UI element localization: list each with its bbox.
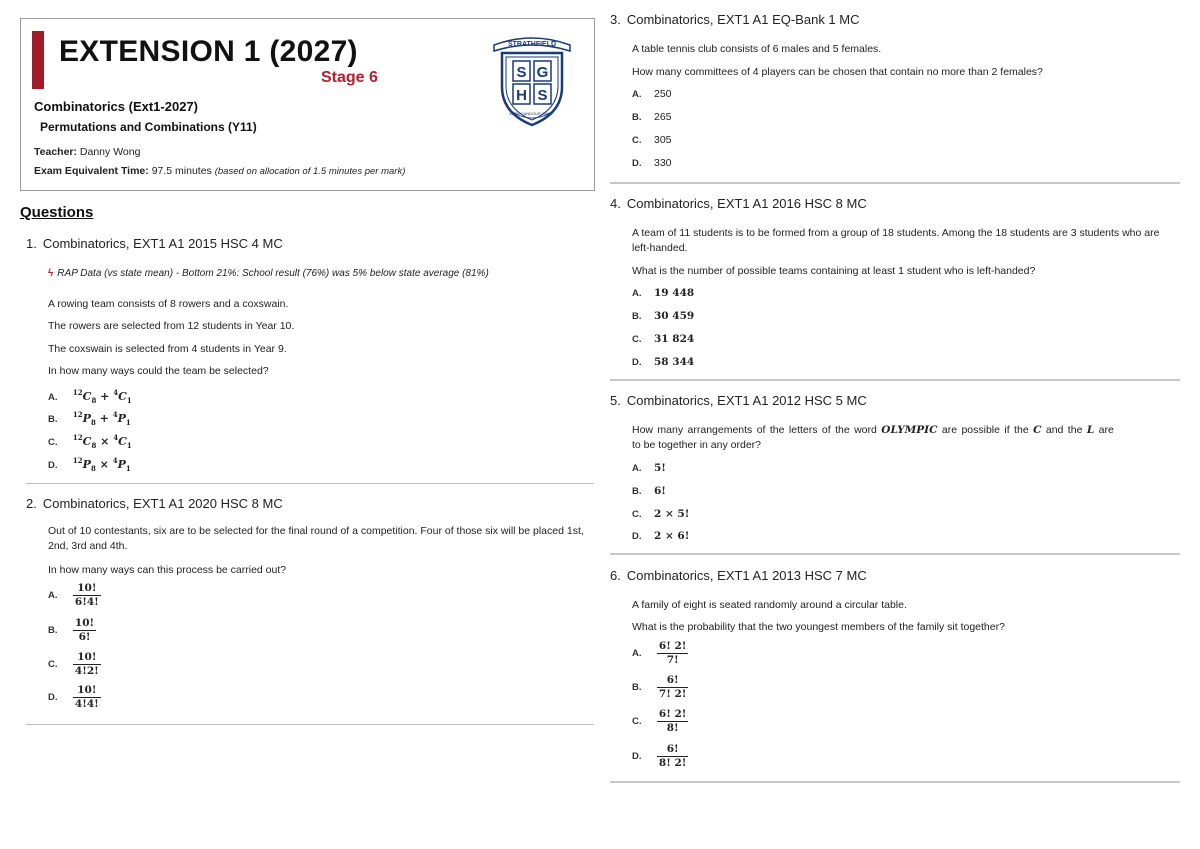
- option-value: 19 448: [654, 287, 695, 299]
- option-b[interactable]: [48, 407, 131, 430]
- question-title-text: Combinatorics, EXT1 A1 2016 HSC 8 MC: [626, 196, 867, 211]
- question-5: [610, 393, 1114, 542]
- question-4: [610, 196, 1160, 368]
- option-a[interactable]: [632, 87, 672, 102]
- option-fraction: $\frac{6! 2!}{7!}$: [658, 640, 687, 666]
- exam-time-note: (based on allocation of 1.5 minutes per mark): [214, 166, 406, 177]
- page-title: EXTENSION 1 (2027): [59, 35, 358, 68]
- question-text: In how many ways could the team be selected?: [48, 365, 269, 377]
- question-divider: [26, 724, 594, 725]
- option-letter: D.: [632, 158, 642, 169]
- question-title-text: Combinatorics, EXT1 A1 EQ-Bank 1 MC: [626, 12, 860, 27]
- lightning-icon: ϟ: [48, 268, 54, 279]
- option-a[interactable]: [48, 385, 132, 408]
- exam-time-label: Exam Equivalent Time:: [34, 165, 149, 177]
- crest-top-text: STRATHFIELD: [507, 41, 557, 48]
- question-number: 6.: [610, 568, 621, 583]
- option-b[interactable]: [632, 674, 688, 701]
- question-number: 5.: [610, 393, 621, 408]
- question-2: [26, 496, 584, 710]
- question-text: In how many ways can this process be carried out?: [48, 564, 287, 576]
- question-divider: [610, 379, 1180, 381]
- option-b[interactable]: [632, 309, 694, 324]
- option-d[interactable]: [632, 743, 688, 770]
- question-title-text: Combinatorics, EXT1 A1 2015 HSC 4 MC: [42, 236, 283, 251]
- option-letter: C.: [48, 659, 58, 671]
- question-text: The rowers are selected from 12 students in Year 10.: [48, 320, 295, 332]
- letter-variable: L: [1086, 424, 1095, 436]
- option-a[interactable]: [632, 461, 666, 476]
- question-number: 1.: [26, 236, 37, 251]
- option-c[interactable]: [632, 708, 688, 735]
- question-text: What is the number of possible teams containing at least 1 student who is left-handed?: [632, 265, 1036, 277]
- crest-letter: S: [516, 64, 527, 81]
- option-expression: $^{12}C_8 \times ^4C_1$: [72, 433, 132, 451]
- header-box: [20, 18, 595, 191]
- option-value: 5!: [654, 462, 666, 474]
- option-letter: A.: [632, 89, 642, 100]
- option-a[interactable]: [632, 640, 688, 667]
- option-a[interactable]: [48, 582, 101, 609]
- question-title: [26, 496, 283, 511]
- option-letter: B.: [632, 311, 642, 322]
- word-variable: OLYMPIC: [881, 424, 938, 436]
- option-fraction: $\frac{6!}{7! 2!}$: [658, 674, 687, 700]
- exam-time-value: 97.5 minutes: [151, 165, 212, 177]
- option-letter: C.: [632, 509, 642, 520]
- option-d[interactable]: [632, 529, 689, 544]
- question-title: [610, 12, 860, 27]
- question-divider: [610, 553, 1180, 555]
- crest-motto: WITH CANDOUR AND ...: [509, 111, 555, 116]
- question-text: A table tennis club consists of 6 males and 5 females.: [632, 43, 882, 55]
- option-b[interactable]: [632, 484, 666, 499]
- question-title: [610, 568, 867, 583]
- question-number: 4.: [610, 196, 621, 211]
- option-value: 305: [654, 134, 672, 146]
- option-letter: C.: [632, 135, 642, 146]
- option-letter: D.: [632, 357, 642, 368]
- question-number: 2.: [26, 496, 37, 511]
- option-letter: D.: [48, 460, 58, 471]
- question-divider: [610, 781, 1180, 783]
- accent-bar: [32, 31, 44, 89]
- option-value: 265: [654, 111, 672, 123]
- option-expression: $^{12}P_8 + ^4P_1$: [72, 410, 131, 428]
- option-letter: A.: [48, 392, 58, 403]
- option-b[interactable]: [632, 110, 672, 125]
- option-value: 250: [654, 88, 672, 100]
- option-d[interactable]: [632, 156, 672, 171]
- letter-variable: C: [1033, 424, 1042, 436]
- option-letter: C.: [632, 716, 642, 728]
- option-fraction: $\frac{6!}{8! 2!}$: [658, 743, 687, 769]
- question-3: [610, 12, 1043, 169]
- rap-note: [48, 266, 489, 281]
- option-value: 2 × 6!: [654, 530, 690, 542]
- option-c[interactable]: [632, 507, 689, 522]
- option-fraction: $\frac{10!}{4!4!}$: [74, 684, 99, 710]
- option-c[interactable]: [632, 332, 694, 347]
- question-title-text: Combinatorics, EXT1 A1 2012 HSC 5 MC: [626, 393, 867, 408]
- option-letter: B.: [632, 112, 642, 123]
- question-text: A family of eight is seated randomly around a circular table.: [632, 599, 907, 611]
- option-fraction: $\frac{10!}{6!4!}$: [74, 582, 99, 608]
- option-a[interactable]: [632, 286, 694, 301]
- question-text: to be together in any order?: [632, 439, 762, 451]
- option-letter: D.: [632, 751, 642, 763]
- option-b[interactable]: [48, 617, 96, 644]
- teacher-label: Teacher:: [34, 146, 77, 158]
- option-letter: C.: [632, 334, 642, 345]
- option-c[interactable]: [48, 651, 101, 678]
- option-letter: D.: [632, 531, 642, 542]
- option-d[interactable]: [48, 453, 131, 476]
- option-value: 6!: [654, 485, 666, 497]
- question-text: A rowing team consists of 8 rowers and a coxswain.: [48, 298, 289, 310]
- subtopic-heading: Permutations and Combinations (Y11): [40, 120, 257, 134]
- question-text: Out of 10 contestants, six are to be selected for the final round of a competition. Four of those six will be placed 1st, 2nd, 3rd and 4th.: [48, 525, 584, 552]
- option-letter: B.: [48, 625, 58, 637]
- option-letter: B.: [632, 486, 642, 497]
- option-letter: D.: [48, 692, 58, 704]
- crest-letter: S: [537, 87, 548, 104]
- question-text: The coxswain is selected from 4 students in Year 9.: [48, 343, 287, 355]
- questions-heading: Questions: [20, 204, 94, 221]
- question-text: What is the probability that the two youngest members of the family sit together?: [632, 621, 1005, 633]
- option-value: 58 344: [654, 356, 695, 368]
- option-letter: A.: [632, 463, 642, 474]
- option-fraction: $\frac{10!}{6!}$: [74, 617, 95, 643]
- option-letter: B.: [632, 682, 642, 694]
- crest-letter: G: [536, 64, 549, 81]
- rap-text: RAP Data (vs state mean) - Bottom 21%: School result (76%) was 5% below state average (81%): [57, 268, 489, 279]
- question-divider: [610, 182, 1180, 184]
- question-text: How many committees of 4 players can be chosen that contain no more than 2 females?: [632, 66, 1043, 78]
- option-expression: $^{12}C_8 + ^4C_1$: [72, 388, 132, 406]
- question-title: [610, 393, 867, 408]
- option-letter: B.: [48, 414, 58, 425]
- question-title-text: Combinatorics, EXT1 A1 2020 HSC 8 MC: [42, 496, 283, 511]
- question-1: [26, 236, 489, 474]
- option-value: 330: [654, 157, 672, 169]
- question-text: How many arrangements of the letters of the word OLYMPIC are possible if the C and the L are: [632, 424, 1114, 436]
- teacher-name: Danny Wong: [79, 146, 141, 158]
- question-number: 3.: [610, 12, 621, 27]
- question-title: [610, 196, 867, 211]
- option-value: 30 459: [654, 310, 695, 322]
- question-divider: [26, 483, 594, 484]
- option-c[interactable]: [48, 430, 132, 453]
- option-d[interactable]: [632, 355, 694, 370]
- option-d[interactable]: [48, 684, 101, 711]
- topic-heading: Combinatorics (Ext1-2027): [34, 99, 198, 114]
- crest-letter: H: [516, 87, 527, 104]
- option-value: 31 824: [654, 333, 695, 345]
- question-text: A team of 11 students is to be formed from a group of 18 students. Among the 18 students are 3 students who are left-handed.: [632, 227, 1160, 254]
- teacher-line: [34, 146, 140, 158]
- option-fraction: $\frac{6! 2!}{8!}$: [658, 708, 687, 734]
- option-expression: $^{12}P_8 \times ^4P_1$: [72, 456, 131, 474]
- school-crest-icon: [486, 29, 578, 129]
- stage-label: Stage 6: [321, 69, 378, 86]
- question-title: [26, 236, 283, 251]
- option-letter: A.: [48, 590, 58, 602]
- option-fraction: $\frac{10!}{4!2!}$: [74, 651, 99, 677]
- option-c[interactable]: [632, 133, 672, 148]
- option-letter: A.: [632, 648, 642, 660]
- option-letter: C.: [48, 437, 58, 448]
- option-value: 2 × 5!: [654, 508, 690, 520]
- exam-time-line: [34, 165, 405, 177]
- question-6: [610, 568, 1005, 769]
- option-letter: A.: [632, 288, 642, 299]
- question-title-text: Combinatorics, EXT1 A1 2013 HSC 7 MC: [626, 568, 867, 583]
